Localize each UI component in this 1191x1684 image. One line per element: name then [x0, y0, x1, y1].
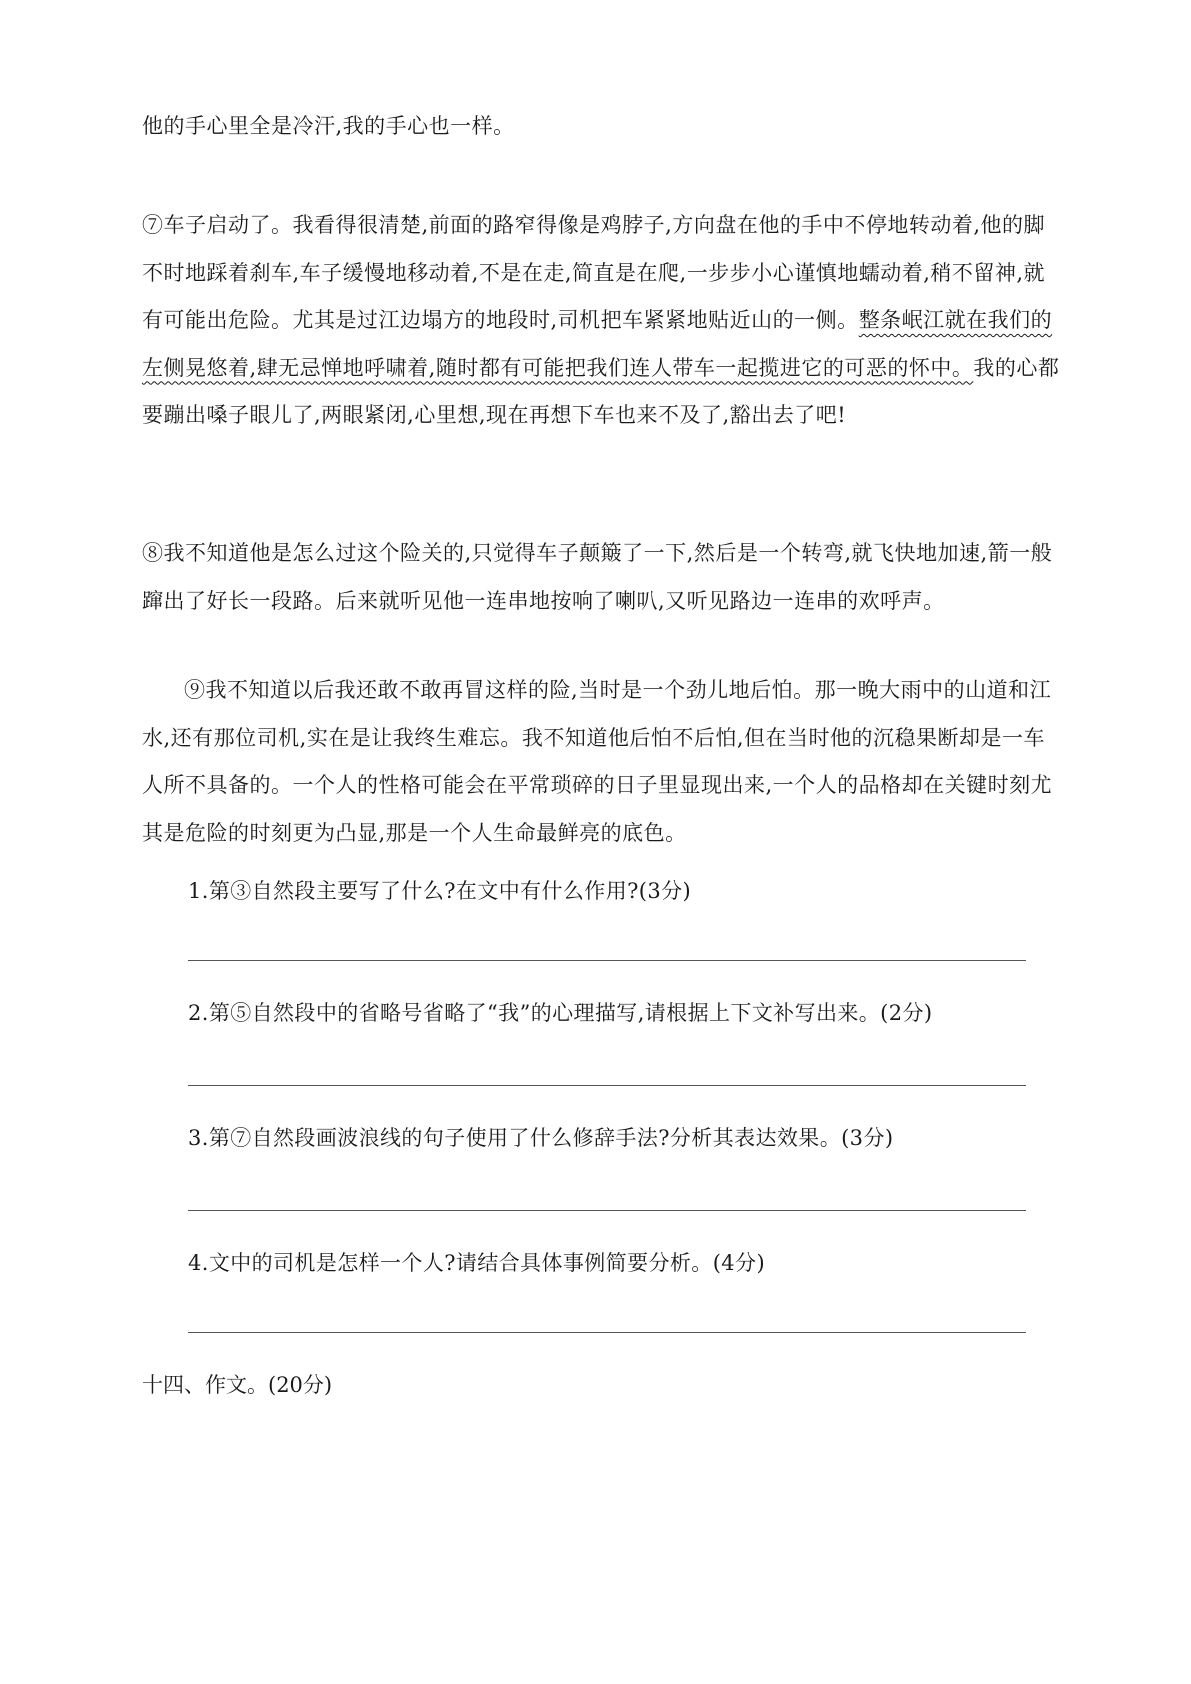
answer-line-2[interactable] — [188, 1085, 1026, 1086]
wavy-underlined-sentence: 整条岷江就在我们的左侧晃悠着,肆无忌惮地呼啸着,随时都有可能把我们连人带车一起揽进它的可恶的怀中。 — [142, 308, 1053, 380]
answer-line-3[interactable] — [188, 1210, 1026, 1211]
answer-line-4[interactable] — [188, 1332, 1026, 1333]
answer-line-1[interactable] — [188, 960, 1026, 961]
paragraph-6-end: 他的手心里全是冷汗,我的手心也一样。 — [142, 114, 515, 138]
paragraph-7-text-a: ⑦车子启动了。我看得很清楚,前面的路窄得像是鸡脖子,方向盘在他的手中不停地转动着,他的脚不时地踩着刹车,车子缓慢地移动着,不是在走,简直是在爬,一步步小心谨慎地蠕动着,稍不留神,就有可能出危险。尤其是过江边塌方的地段时,司机把车紧紧地贴近山的一侧。 — [142, 213, 1046, 332]
paragraph-9: ⑨我不知道以后我还敢不敢再冒这样的险,当时是一个劲儿地后怕。那一晚大雨中的山道和江水,还有那位司机,实在是让我终生难忘。我不知道他后怕不后怕,但在当时他的沉稳果断却是一车人所不具备的。一个人的性格可能会在平常琐碎的日子里显现出来,一个人的品格却在关键时刻尤其是危险的时刻更为凸显,那是一个人生命最鲜亮的底色。 — [142, 678, 1053, 845]
question-2: 2.第⑤自然段中的省略号省略了“我”的心理描写,请根据上下文补写出来。(2分) — [188, 1001, 933, 1025]
paragraph-7-text-b: 我的心都要蹦出嗓子眼儿了,两眼紧闭,心里想,现在再想下车也来不及了,豁出去了吧! — [142, 355, 1060, 427]
paragraph-8: ⑧我不知道他是怎么过这个险关的,只觉得车子颠簸了一下,然后是一个转弯,就飞快地加速,箭一般蹿出了好长一段路。后来就听见他一连串地按响了喇叭,又听见路边一连串的欢呼声。 — [142, 541, 1053, 613]
question-4: 4.文中的司机是怎样一个人?请结合具体事例简要分析。(4分) — [188, 1251, 766, 1275]
question-1: 1.第③自然段主要写了什么?在文中有什么作用?(3分) — [188, 879, 692, 903]
question-3: 3.第⑦自然段画波浪线的句子使用了什么修辞手法?分析其表达效果。(3分) — [188, 1126, 894, 1150]
section-heading-composition: 十四、作文。(20分) — [142, 1373, 333, 1397]
paragraph-7 — [142, 202, 1062, 440]
